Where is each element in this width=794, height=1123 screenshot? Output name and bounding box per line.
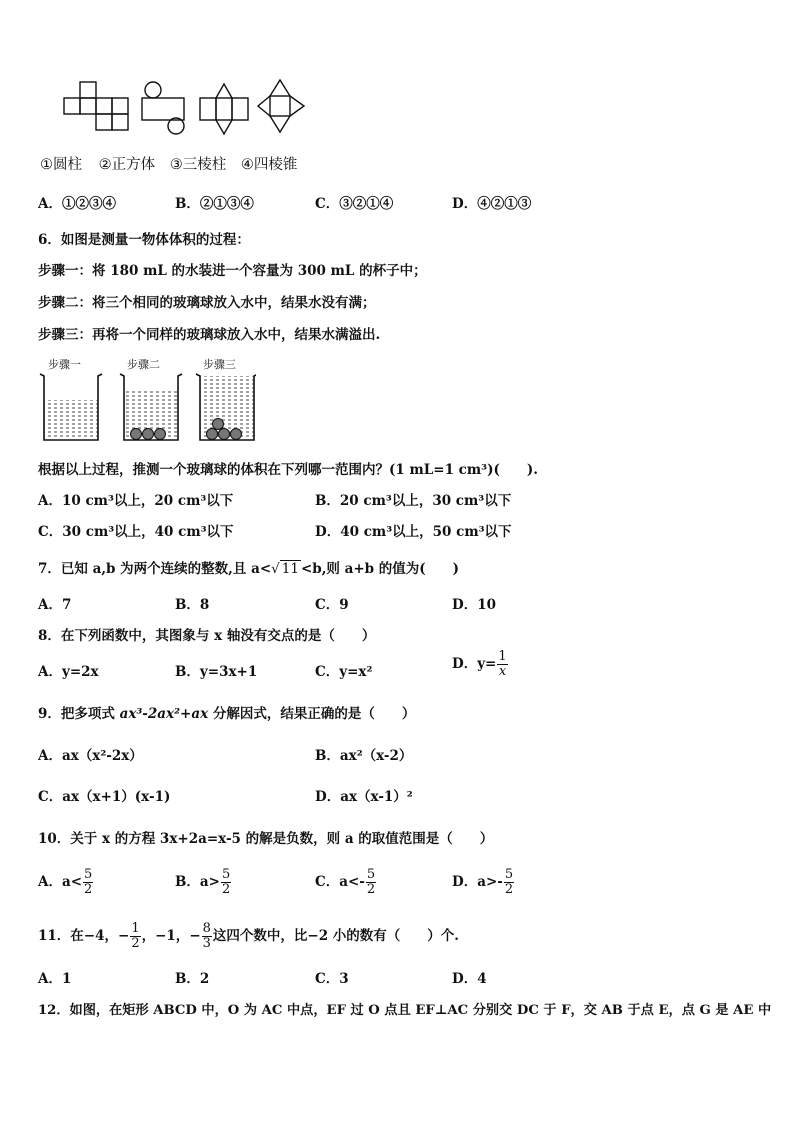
beaker-label-2: 步骤二	[127, 358, 160, 371]
q11-pre: 11．在−4，	[38, 928, 118, 944]
q10-option-d-label: D．a>-	[452, 874, 503, 890]
q9-option-c[interactable]: C．ax（x+1）(x-1)	[38, 789, 171, 805]
q10-option-c[interactable]	[315, 868, 377, 897]
beaker-label-3: 步骤三	[203, 358, 236, 371]
q8-title: 8．在下列函数中，其图象与 x 轴没有交点的是（ ）	[38, 628, 376, 644]
beaker-step-3	[196, 374, 256, 440]
q8-option-d-label: D．y=	[452, 656, 497, 672]
fraction-denominator: x	[498, 664, 507, 679]
q6-question: 根据以上过程，推测一个玻璃球的体积在下列哪一范围内？(1 mL=1 cm³)( ).	[38, 462, 538, 478]
triangular-prism-net	[200, 84, 248, 134]
q9-option-d[interactable]: D．ax（x-1）²	[315, 789, 413, 805]
beaker-label-1: 步骤一	[48, 358, 81, 371]
solid-3: ③三棱柱	[169, 157, 227, 173]
q11-title	[38, 922, 459, 951]
fraction-numerator: 8	[202, 921, 211, 936]
q11-option-c[interactable]: C．3	[315, 971, 349, 987]
q10-option-d[interactable]	[452, 868, 515, 897]
q7-option-a[interactable]: A．7	[38, 597, 72, 613]
solid-2: ②正方体	[98, 157, 156, 173]
q7-option-c[interactable]: C．9	[315, 597, 349, 613]
q7-option-b[interactable]: B．8	[175, 597, 210, 613]
q10-option-c-fraction	[366, 868, 376, 897]
cylinder-net	[142, 82, 184, 134]
nets-figure	[58, 78, 318, 136]
q10-option-b[interactable]	[175, 868, 232, 897]
solids-list	[40, 153, 297, 174]
fraction-denominator: 2	[504, 882, 514, 897]
fraction-numerator: 5	[84, 867, 93, 882]
q6-option-c[interactable]: C．30 cm³以上，40 cm³以下	[38, 524, 234, 540]
q7-option-d[interactable]: D．10	[452, 597, 496, 613]
q11-fraction-2	[202, 922, 212, 951]
beaker-step-2	[120, 374, 182, 440]
q10-title: 10．关于 x 的方程 3x+2a=x-5 的解是负数，则 a 的取值范围是（ ）	[38, 831, 494, 847]
q11-neg-2: −	[189, 928, 201, 944]
q12-title: 12．如图，在矩形 ABCD 中，O 为 AC 中点，EF 过 O 点且 EF⊥AC 分别交 DC 于 F，交 AB 于点 E，点 G 是 AE 中	[38, 1003, 772, 1018]
cube-net	[64, 82, 128, 130]
q10-option-b-label: B．a>	[175, 874, 220, 890]
solid-4: ④四棱锥	[240, 157, 298, 173]
fraction-numerator: 5	[366, 867, 376, 882]
q10-option-b-fraction	[221, 868, 231, 897]
q8-option-d[interactable]	[452, 650, 509, 679]
q11-option-a[interactable]: A．1	[38, 971, 72, 987]
q8-option-a[interactable]: A．y=2x	[38, 664, 99, 680]
q11-mid: ，−1，	[141, 928, 190, 944]
q6-step-1: 步骤一：将 180 mL 的水装进一个容量为 300 mL 的杯子中；	[38, 263, 427, 279]
fraction-denominator: 3	[202, 936, 211, 951]
q5-option-a[interactable]: A．①②③④	[38, 196, 116, 212]
q10-option-c-label: C．a<-	[315, 874, 365, 890]
q6-step-3: 步骤三：再将一个同样的玻璃球放入水中，结果水满溢出.	[38, 327, 381, 343]
q9-post: 分解因式，结果正确的是（ ）	[208, 706, 416, 722]
q10-option-a-fraction	[83, 868, 93, 897]
fraction-denominator: 2	[366, 882, 376, 897]
q6-option-d[interactable]: D．40 cm³以上，50 cm³以下	[315, 524, 512, 540]
q9-pre: 9．把多项式	[38, 706, 120, 722]
fraction-numerator: 1	[131, 921, 140, 936]
q11-post: 这四个数中，比−2 小的数有（ ）个.	[212, 928, 460, 944]
q11-option-d[interactable]: D．4	[452, 971, 487, 987]
beakers-figure	[36, 370, 256, 444]
q10-option-a[interactable]	[38, 868, 94, 897]
q5-option-d[interactable]: D．④②①③	[452, 196, 532, 212]
fraction-denominator: 2	[221, 882, 231, 897]
q10-option-a-label: A．a<	[38, 874, 83, 890]
q6-step-2: 步骤二：将三个相同的玻璃球放入水中，结果水没有满；	[38, 295, 376, 311]
solid-1: ①圆柱	[40, 157, 82, 173]
q5-option-b[interactable]: B．②①③④	[175, 196, 254, 212]
q10-option-d-fraction	[504, 868, 514, 897]
q6-option-b[interactable]: B．20 cm³以上，30 cm³以下	[315, 493, 512, 509]
fraction-numerator: 5	[221, 867, 231, 882]
q5-option-c[interactable]: C．③②①④	[315, 196, 394, 212]
q9-option-a[interactable]: A．ax（x²-2x）	[38, 748, 143, 764]
q9-option-b[interactable]: B．ax²（x-2）	[315, 748, 413, 764]
fraction-numerator: 1	[498, 649, 507, 664]
q11-fraction-1	[130, 922, 140, 951]
q7-title: 7．已知 a,b 为两个连续的整数,且 a<√ 11 <b,则 a+b 的值为( )	[38, 561, 460, 577]
q7-post: <b,则 a+b 的值为( )	[300, 561, 460, 577]
fraction-denominator: 2	[131, 936, 140, 951]
fraction-denominator: 2	[84, 882, 93, 897]
q11-option-b[interactable]: B．2	[175, 971, 210, 987]
q6-option-a[interactable]: A．10 cm³以上，20 cm³以下	[38, 493, 234, 509]
q9-expression: ax³-2ax²+ax	[119, 706, 209, 722]
fraction-numerator: 5	[504, 867, 514, 882]
q11-neg-1: −	[118, 928, 130, 944]
q9-title	[38, 702, 415, 722]
q7-pre: 7．已知 a,b 为两个连续的整数,且 a<	[38, 561, 272, 577]
beaker-step-1	[40, 374, 102, 440]
q6-title: 6．如图是测量一物体体积的过程：	[38, 232, 250, 248]
q7-radicand: 11	[281, 561, 299, 577]
q8-option-b[interactable]: B．y=3x+1	[175, 664, 258, 680]
square-pyramid-net	[258, 80, 304, 132]
q8-option-c[interactable]: C．y=x²	[315, 664, 373, 680]
q8-option-d-fraction	[497, 650, 507, 679]
